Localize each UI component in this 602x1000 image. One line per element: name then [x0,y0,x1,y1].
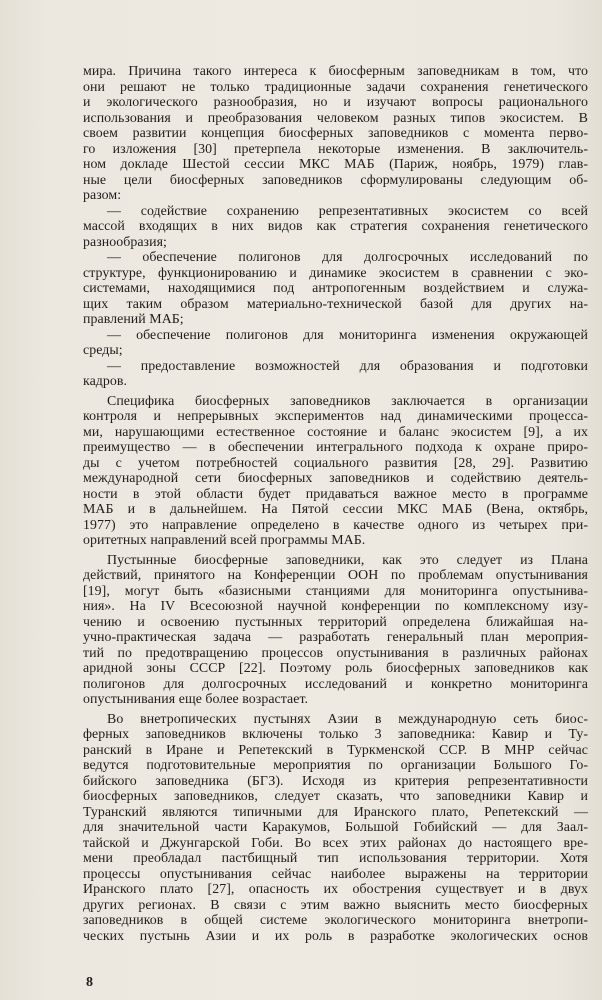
text-line: правлений МАБ; [83,312,184,327]
text-line: Иранского плато [27], опасность их обострения существует и в двух [83,882,588,897]
text-line: структуре, функционированию и динамике экосистем в сравнении с эко- [83,265,588,281]
text-line: бийского заповедника (БГЗ). Исходя из критерия репрезентативности [83,773,588,789]
paragraph-asian-deserts [83,712,588,945]
text-line: ния». На IV Всесоюзной научной конференции по комплексному изу- [83,599,588,614]
text-line: и экологического разнообразия, но и изучают вопросы рационального [83,95,588,110]
text-line: го изложения [30] претерпела некоторые изменения. В заключитель- [83,141,588,157]
text-line: — предоставление возможностей для образования и подготовки [107,358,588,374]
text-line: аридной зоны СССР [22]. Поэтому роль биосферных заповедников как [83,661,588,676]
text-line: ферных заповедников включены только 3 заповедника: Кавир и Ту- [83,727,588,742]
text-line: ном докладе Шестой сессии МКС МАБ (Париж, ноябрь, 1979) глав- [83,157,588,172]
text-line: разом: [83,188,122,203]
text-line: процессы опустынивания сейчас наиболее выражены на территории [83,866,588,882]
text-line: Пустынные биосферные заповедники, как это следует из Плана [107,552,588,568]
text-line: преимущество — в обеспечении интегрального подхода к охране приро- [83,440,588,455]
text-line: системами, находящимися под антропогенным воздействием и служа- [83,281,588,296]
text-line: использования и преобразования человеком разных типов экосистем. В [83,110,588,126]
page-number: 8 [86,975,93,990]
page-body-text [83,64,588,944]
text-line: разнообразия; [83,234,167,250]
text-line: среды; [83,343,123,358]
text-line: мира. Причина такого интереса к биосферным заповедникам в том, что [83,64,588,79]
text-line: щих таким образом материально-технической базой для других на- [83,296,588,312]
text-line: ды с учетом потребностей социального развития [28, 29]. Развитию [83,455,588,471]
text-line: мени преобладал пастбищный тип использования территории. Хотя [83,851,588,866]
text-line: заповедников в общей системе экологического мониторинга внетропи- [83,913,588,928]
text-line: полигонов для долгосрочных исследований и конкретно мониторинга [83,676,588,692]
text-line: Специфика биосферных заповедников заключается в организации [107,393,588,409]
text-line: ми, нарушающими естественное состояние и баланс экосистем [9], а их [83,424,588,440]
text-line: других регионах. В связи с этим важно выяснить место биосферных [83,897,588,913]
text-line: опустынивания еще более возрастает. [83,692,309,707]
paragraph-list-item-3 [83,328,588,359]
text-line: они решают не только традиционные задачи сохранения генетического [83,79,588,95]
text-line: действий, принятого на Конференции ООН по проблемам опустынивания [83,568,588,583]
text-line: ные цели биосферных заповедников сформулированы следующим об- [83,172,588,188]
text-line: Туранский являются типичными для Иранского плато, Репетекский — [83,804,588,820]
text-line: ческих пустынь Азии и их роль в разработке экологических основ [83,928,588,944]
text-line: массой входящих в них видов как стратегия сохранения генетического [83,219,588,234]
text-line: 1977) это направление определено в качестве одного из четырех при- [83,517,588,533]
text-line: ности в этой области будет придаваться важное место в программе [83,486,588,502]
text-line: контроля и непрерывных экспериментов над динамическими процесса- [83,409,588,424]
text-line: [19], могут быть «базисными станциями для мониторинга опустынива- [83,583,588,599]
text-line: МАБ и в дальнейшем. На Пятой сессии МКС МАБ (Вена, октябрь, [83,502,588,517]
text-line: своем развитии концепция биосферных заповедников с момента перво- [83,126,588,141]
paragraph-list-item-2 [83,250,588,328]
text-line: оритетных направлений всей программы МАБ. [83,533,366,548]
text-line: чению и освоению пустынных территорий определена ближайшая на- [83,614,588,630]
text-line: ведутся подготовительные мероприятия по организации Большого Го- [83,758,588,773]
text-line: биосферных заповедников, следует сказать, что заповедники Кавир и [83,789,588,804]
paragraph-list-item-4 [83,359,588,390]
paragraph-list-item-1 [83,204,588,251]
text-line: — обеспечение полигонов для долгосрочных исследований по [107,250,588,265]
text-line: ранский в Иране и Репетекский в Туркменской ССР. В МНР сейчас [83,742,588,758]
text-line: кадров. [83,374,128,389]
paragraph-desert-reserves [83,553,588,708]
paragraph-intro [83,64,588,204]
text-line: учно-практическая задача — разработать генеральный план мероприя- [83,630,588,645]
text-line: тий по предотвращению процессов опустынивания в различных районах [83,645,588,661]
text-line: — обеспечение полигонов для мониторинга изменения окружающей [107,327,588,343]
paragraph-specifics [83,394,588,549]
text-line: Во внетропических пустынях Азии в международную сеть биос- [107,711,588,727]
text-line: для значительной части Каракумов, Большой Гобийский — для Заал- [83,820,588,835]
text-line: международной сети биосферных заповедников и содействию деятель- [83,471,588,486]
text-line: — содействие сохранению репрезентативных экосистем со всей [107,203,588,219]
text-line: тайской и Джунгарской Гоби. Во всех этих районах до настоящего вре- [83,835,588,851]
